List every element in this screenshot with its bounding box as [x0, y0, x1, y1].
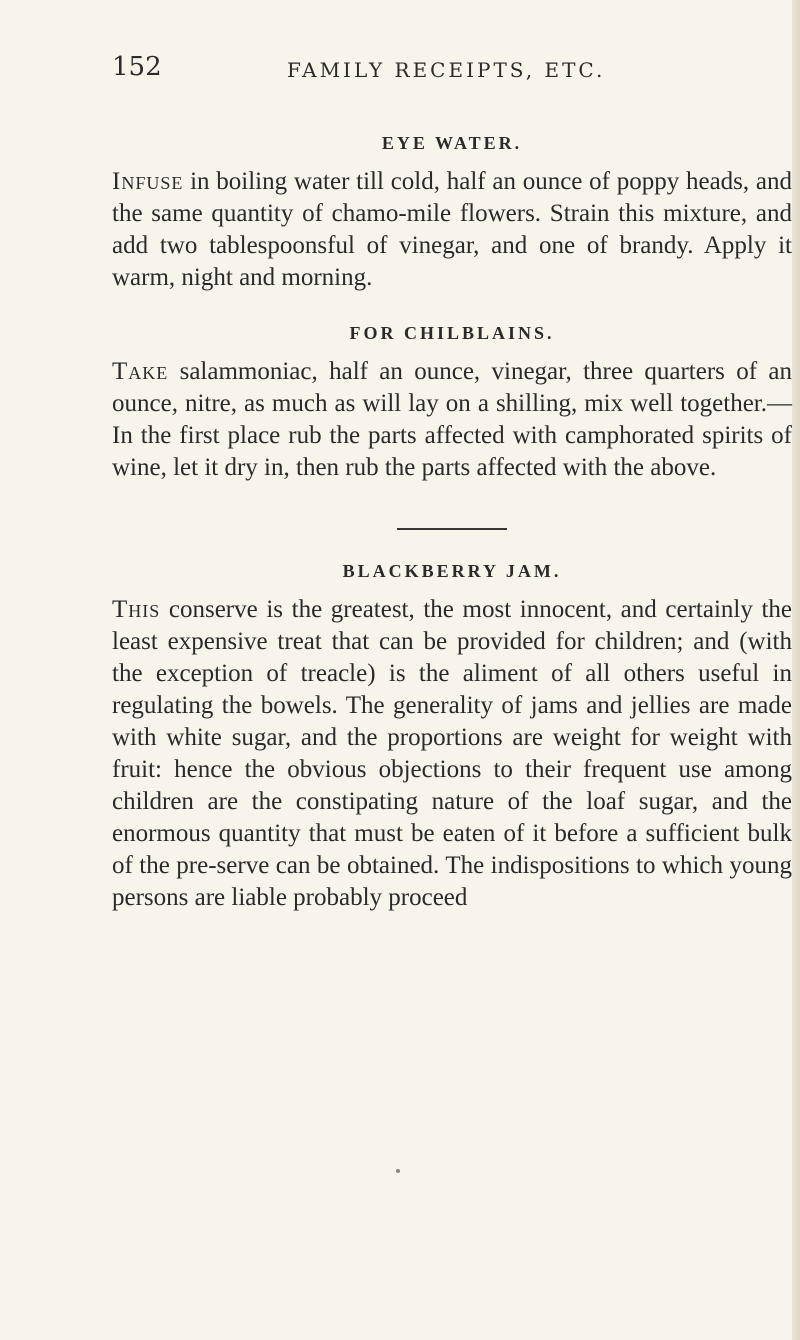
section-title-chilblains: FOR CHILBLAINS. — [349, 323, 555, 343]
first-word: Take — [112, 358, 169, 385]
running-head: FAMILY RECEIPTS, ETC. — [287, 58, 606, 82]
page-speck — [396, 1169, 400, 1173]
page-header — [112, 52, 672, 92]
section-title-eye-water: EYE WATER. — [381, 133, 523, 153]
recipe-text: conserve is the greatest, the most innocent, and certainly the least expensive treat that can be provided for children; and (with the exception of treacle) is the aliment of all others useful in regulating the bowels. The generality of jams and jellies are made with white sugar, and the proportions are weight for weight with fruit: hence the obvious objections to their frequent use among children are the constipating nature of the loaf sugar, and the enormous quantity that must be eaten of it before a sufficient bulk of the pre-serve can be obtained. The indispositions to which young persons are liable probably proceed — [112, 596, 792, 911]
first-word: Infuse — [112, 168, 184, 195]
page-content — [112, 130, 792, 914]
recipe-eye-water — [112, 166, 792, 294]
section-divider — [397, 528, 507, 530]
recipe-text: in boiling water till cold, half an ounce of poppy heads, and the same quantity of chamo-mile flowers. Strain this mixture, and add two tablespoonsful of vinegar, and one of brandy. Apply it warm, night and morning. — [112, 168, 792, 291]
first-word: This — [112, 596, 161, 623]
section-title-blackberry-jam: BLACKBERRY JAM. — [342, 561, 562, 581]
recipe-text: salammoniac, half an ounce, vinegar, three quarters of an ounce, nitre, as much as will lay on a shilling, mix well together.—In the first place rub the parts affected with camphorated spirits of wine, let it dry in, then rub the parts affected with the above. — [112, 358, 792, 481]
recipe-chilblains — [112, 356, 792, 484]
page-number: 152 — [112, 52, 162, 82]
page-edge — [792, 0, 800, 1340]
recipe-blackberry-jam — [112, 594, 792, 914]
